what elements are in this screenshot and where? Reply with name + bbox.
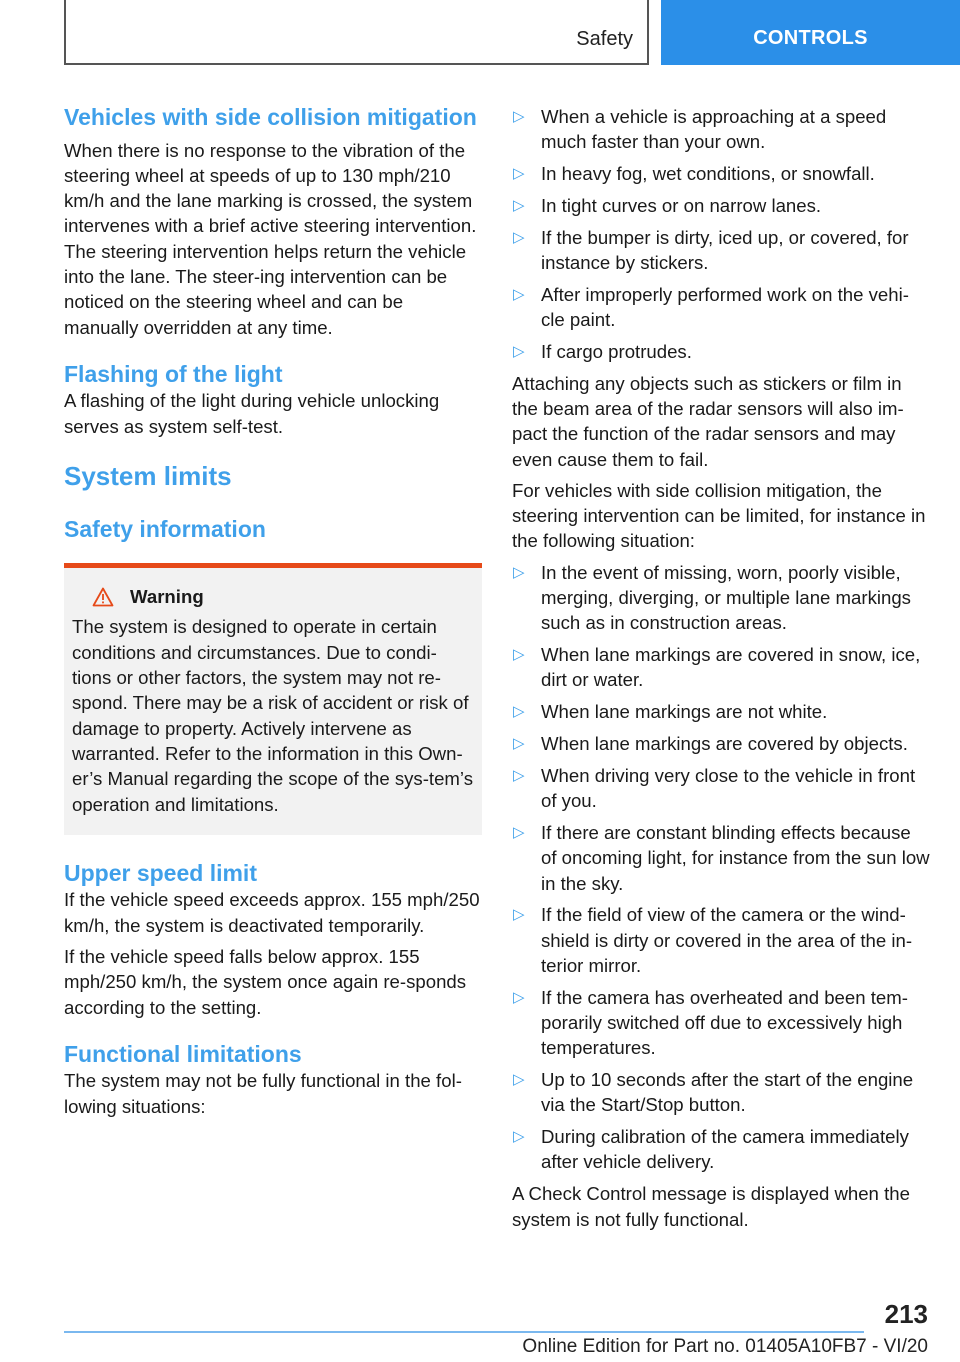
triangle-bullet-icon: ▷ — [513, 735, 525, 753]
paragraph-check-control: A Check Control message is displayed when the system is not fully functional. — [512, 1183, 910, 1230]
paragraph-speed-falls: If the vehicle speed falls below approx. 155 mph/250 km/h, the system once again re‐sponds according to the setting. — [64, 945, 467, 1018]
lane-marking-list — [512, 560, 930, 1175]
page-number: 213 — [884, 1299, 928, 1329]
heading-safety-information: Safety information — [64, 515, 266, 542]
triangle-bullet-icon: ▷ — [513, 823, 525, 841]
list-item: ▷ If there are constant blinding effects because of oncoming light, for instance from the sun low in the sky. — [513, 821, 930, 894]
right-column — [512, 104, 930, 1238]
list-item: ▷ After improperly performed work on the vehi‐cle paint. — [513, 283, 909, 331]
triangle-bullet-icon: ▷ — [513, 1128, 525, 1146]
triangle-bullet-icon: ▷ — [513, 285, 525, 303]
paragraph-flashing-light: A flashing of the light during vehicle unlocking serves as system self-test. — [64, 390, 440, 437]
list-item: ▷ When lane markings are not white. — [513, 701, 828, 723]
paragraph-functional-limitations: The system may not be fully functional in the fol‐lowing situations: — [64, 1070, 462, 1117]
paragraph-side-collision-limited: For vehicles with side collision mitigation, the steering intervention can be limited, for instance in the following situation: — [512, 479, 926, 552]
triangle-bullet-icon: ▷ — [513, 906, 525, 924]
list-item: ▷ When lane markings are covered by objects. — [513, 733, 908, 755]
list-item: ▷ In tight curves or on narrow lanes. — [513, 194, 822, 216]
list-item: ▷ In heavy fog, wet conditions, or snowfall. — [513, 163, 875, 185]
heading-functional-limitations: Functional limitations — [64, 1040, 302, 1067]
situations-list — [512, 104, 930, 364]
list-item: ▷ When driving very close to the vehicle in front of you. — [513, 764, 916, 812]
list-item: ▷ If the bumper is dirty, iced up, or covered, for instance by stickers. — [513, 226, 909, 273]
header-section-title: Safety — [576, 28, 633, 50]
paragraph-attaching-objects: Attaching any objects such as stickers or film in the beam area of the radar sensors will also im‐pact the function of the radar sensors and may even cause them to fail. — [512, 372, 904, 470]
triangle-bullet-icon: ▷ — [513, 646, 525, 664]
triangle-bullet-icon: ▷ — [513, 703, 525, 721]
list-item: ▷ If the camera has overheated and been tem‐porarily switched off due to excessively high temperatures. — [513, 986, 908, 1059]
triangle-bullet-icon: ▷ — [513, 766, 525, 784]
list-item: ▷ When lane markings are covered in snow, ice, dirt or water. — [513, 644, 921, 691]
triangle-bullet-icon: ▷ — [513, 988, 525, 1006]
triangle-bullet-icon: ▷ — [513, 342, 525, 360]
warning-header — [72, 586, 474, 608]
list-item: ▷ When a vehicle is approaching at a speed much faster than your own. — [513, 106, 887, 153]
footer-edition: Online Edition for Part no. 01405A10FB7 - VI/20 — [522, 1336, 928, 1357]
heading-flashing-light: Flashing of the light — [64, 360, 283, 387]
list-item: ▷ In the event of missing, worn, poorly visible, merging, diverging, or multiple lane markings such as in construction areas. — [513, 561, 911, 634]
warning-text: The system is designed to operate in certain conditions and circumstances. Due to condi‐tions or other factors, the system may not re‐spond. There may be a risk of accident or risk of damage to property. Actively intervene as warranted. Refer to the information in this Own‐er’s Manual regarding the scope of the sys‐tem’s operation and limitations. — [72, 616, 474, 815]
list-item: ▷ During calibration of the camera immediately after vehicle delivery. — [513, 1126, 909, 1173]
heading-upper-speed-limit: Upper speed limit — [64, 859, 257, 886]
warning-box — [64, 563, 482, 834]
triangle-bullet-icon: ▷ — [513, 108, 525, 125]
paragraph-side-collision: When there is no response to the vibration of the steering wheel at speeds of up to 130 mph/210 km/h and the lane marking is crossed, the system intervenes with a brief active steering intervention. The steering intervention helps return the vehicle into the lane. The steer‐ing intervention can be noticed on the steering wheel and can be manually overridden at any time. — [64, 139, 477, 338]
heading-side-collision: Vehicles with side collision mitigation — [64, 104, 477, 130]
list-item: ▷ If the field of view of the camera or the wind‐shield is dirty or covered in the area of the in‐terior mirror. — [513, 904, 913, 976]
left-column — [64, 104, 482, 1125]
triangle-bullet-icon: ▷ — [513, 196, 525, 214]
header-chapter-tab: CONTROLS — [661, 0, 960, 65]
header-section-box — [64, 0, 649, 65]
footer-divider — [64, 1331, 864, 1333]
warning-title: Warning — [130, 586, 204, 608]
list-item: ▷ Up to 10 seconds after the start of the engine via the Start/Stop button. — [513, 1069, 914, 1116]
paragraph-speed-exceeds: If the vehicle speed exceeds approx. 155 mph/250 km/h, the system is deactivated temporarily. — [64, 889, 480, 936]
triangle-bullet-icon: ▷ — [513, 563, 525, 581]
heading-system-limits: System limits — [64, 460, 232, 491]
triangle-bullet-icon: ▷ — [513, 1071, 525, 1089]
warning-triangle-icon — [92, 587, 114, 607]
triangle-bullet-icon: ▷ — [513, 165, 525, 183]
list-item: ▷ If cargo protrudes. — [513, 340, 692, 362]
triangle-bullet-icon: ▷ — [513, 228, 525, 246]
